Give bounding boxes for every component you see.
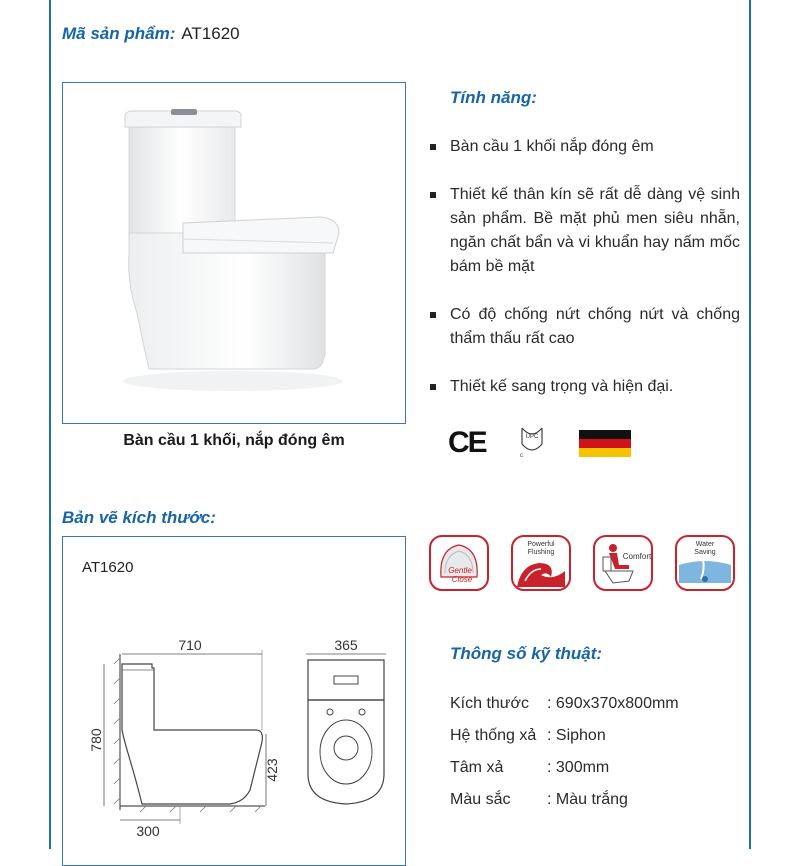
- german-flag-icon: [579, 430, 631, 457]
- toilet-photo: [63, 83, 405, 423]
- dim-width-label: 710: [178, 637, 202, 653]
- product-code-label: Mã sản phẩm:: [62, 24, 176, 43]
- upc-mark-icon: [512, 424, 552, 460]
- gentle-close-badge-icon: [429, 535, 489, 591]
- spec-row: [450, 759, 609, 777]
- spec-key: Tâm xả: [450, 759, 504, 776]
- feature-item: [430, 135, 740, 159]
- badge-gentle-line2: Close: [451, 575, 473, 584]
- feature-item: [430, 303, 740, 351]
- spec-value: : 690x370x800mm: [547, 695, 679, 712]
- bullet-icon: [430, 384, 436, 390]
- badge-gentle-line1: Gentle: [448, 566, 472, 575]
- bullet-icon: [430, 192, 436, 198]
- product-code-row: [62, 24, 240, 44]
- spec-key: Hệ thống xả: [450, 727, 537, 744]
- bullet-icon: [430, 312, 436, 318]
- badge-flush-line2: Flushing: [527, 549, 555, 556]
- specs-heading: Thông số kỹ thuật:: [450, 644, 603, 663]
- product-code-value: AT1620: [181, 24, 240, 43]
- features-heading: Tính năng:: [450, 88, 537, 107]
- left-border-line: [49, 0, 51, 849]
- feature-item: [430, 183, 740, 279]
- svg-text:c: c: [520, 453, 523, 459]
- dim-seat-height-label: 423: [264, 758, 280, 782]
- badge-comfort-label: Comfort: [622, 552, 652, 561]
- feature-item: [430, 375, 740, 399]
- spec-row: [450, 695, 679, 713]
- drawing-code: AT1620: [82, 559, 134, 576]
- spec-key: Kích thước: [450, 695, 530, 712]
- badge-flush-line1: Powerful: [527, 541, 555, 548]
- dim-height-label: 780: [88, 728, 104, 752]
- top-view-drawing: [296, 634, 396, 814]
- badge-water-line2: Saving: [694, 549, 716, 556]
- feature-text: Có độ chống nứt chống nứt và chống thẩm thấu rất cao: [450, 306, 740, 347]
- bullet-icon: [430, 144, 436, 150]
- product-photo-frame: [62, 82, 406, 424]
- dim-rough-in-label: 300: [136, 823, 160, 839]
- features-list: [430, 135, 740, 423]
- feature-text: Thiết kế sang trọng và hiện đại.: [450, 378, 674, 395]
- dim-depth-label: 365: [334, 637, 358, 653]
- drawing-heading: Bản vẽ kích thước:: [62, 508, 216, 527]
- spec-row: [450, 791, 628, 809]
- comfort-badge-icon: [593, 535, 653, 591]
- spec-value: : Siphon: [547, 727, 606, 744]
- powerful-flushing-badge-icon: [511, 535, 571, 591]
- feature-text: Thiết kế thân kín sẽ rất dễ dàng vệ sinh sản phẩm. Bề mặt phủ men siêu nhẵn, ngăn chất bẩn và vi khuẩn hay nấm mốc bám bề mặt: [450, 186, 740, 275]
- ce-mark-icon: CE: [448, 426, 486, 459]
- upc-text: UPC: [525, 434, 539, 440]
- spec-value: : Màu trắng: [547, 791, 628, 808]
- photo-caption: Bàn cầu 1 khối, nắp đóng êm: [123, 432, 345, 449]
- spec-key: Màu sắc: [450, 791, 511, 808]
- badge-water-line1: Water: [695, 541, 715, 548]
- feature-text: Bàn cầu 1 khối nắp đóng êm: [450, 138, 654, 155]
- spec-row: [450, 727, 606, 745]
- side-view-drawing: [80, 630, 280, 845]
- spec-value: : 300mm: [547, 759, 610, 776]
- right-border-line: [749, 0, 751, 849]
- water-saving-badge-icon: [675, 535, 735, 591]
